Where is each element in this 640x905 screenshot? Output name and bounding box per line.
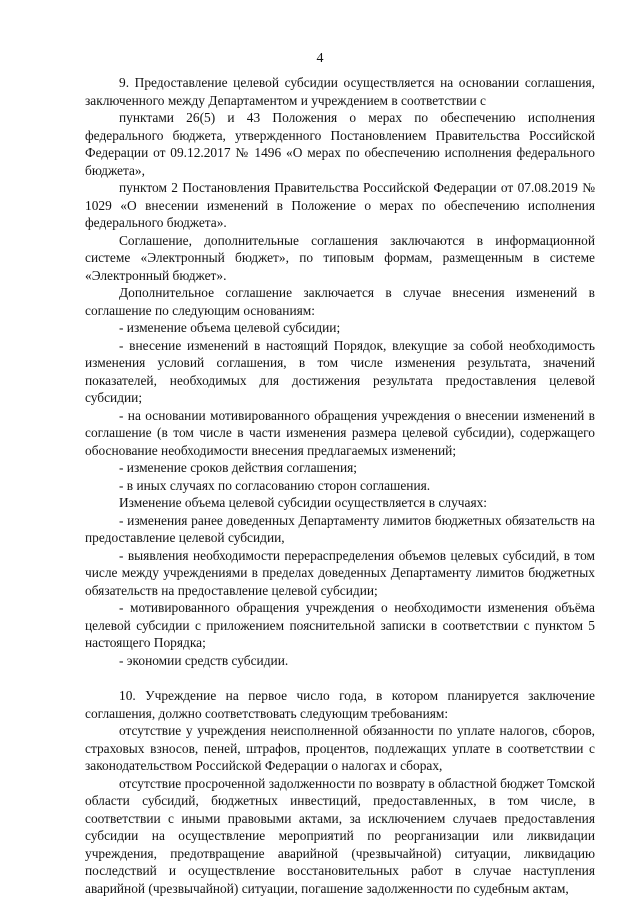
paragraph-gap: [85, 669, 595, 687]
list-item: - изменения ранее доведенных Департаменту лимитов бюджетных обязательств на предоставление целевой субсидии,: [85, 512, 595, 545]
requirement-item: отсутствие просроченной задолженности по возврату в областной бюджет Томской области субсидий, бюджетных инвестиций, предоставленных, в том числе, в соответствии с иными правовыми актами, за исключением случаев предоставления субсидии на осуществление мероприятий по реорганизации или ликвидации учреждения, предотвращение аварийной (чрезвычайной) ситуации, ликвидацию последствий и осуществление восстановительных работ в случае наступления аварийной (чрезвычайной) ситуации, погашение задолженности по судебным актам,: [85, 775, 595, 896]
list-item: - мотивированного обращения учреждения о необходимости изменения объёма целевой субсидии с приложением пояснительной записки в соответствии с пунктом 5 настоящего Порядка;: [85, 600, 595, 650]
list-item: - экономии средств субсидии.: [119, 652, 289, 668]
paragraph-additional-agreement: Дополнительное соглашение заключается в случае внесения изменений в соглашение по следующим основаниям:: [85, 285, 595, 318]
list-item: - изменение сроков действия соглашения;: [119, 460, 358, 475]
list-item: - изменение объема целевой субсидии;: [119, 320, 341, 335]
requirement-item: отсутствие у учреждения неисполненной обязанности по уплате налогов, сборов, страховых взносов, пеней, штрафов, процентов, подлежащих уплате в соответствии с законодательством Российской Федерации о налогах и сборах,: [85, 723, 595, 773]
document-body: [85, 74, 595, 897]
list-item: - выявления необходимости перераспределения объемов целевых субсидий, в том числе между учреждениями в пределах доведенных Департаменту лимитов бюджетных обязательств на предоставление целевой субсидии;: [85, 547, 595, 598]
list-item: - в иных случаях по согласованию сторон соглашения.: [119, 477, 431, 493]
paragraph-9-intro: 9. Предоставление целевой субсидии осуществляется на основании соглашения, заключенного между Департаментом и учреждением в соответствии с: [85, 75, 595, 108]
list-item: - внесение изменений в настоящий Порядок, влекущие за собой необходимость изменения условий соглашения, в том числе изменения результата, значений показателей, необходимых для достижения результата предоставления целевой субсидии;: [85, 337, 595, 405]
paragraph-10-intro: 10. Учреждение на первое число года, в котором планируется заключение соглашения, должно соответствовать следующим требованиям:: [85, 688, 595, 721]
paragraph-volume-change: Изменение объема целевой субсидии осуществляется в случаях:: [119, 495, 488, 510]
paragraph-9-item-2: пунктом 2 Постановления Правительства Российской Федерации от 07.08.2019 № 1029 «О внесении изменений в Положение о мерах по обеспечению исполнения федерального бюджета».: [85, 180, 595, 230]
list-item: - на основании мотивированного обращения учреждения о внесении изменений в соглашение (в том числе в части изменения размера целевой субсидии), содержащего обоснование необходимости внесения предлагаемых изменений;: [85, 407, 595, 458]
page-number: 4: [316, 51, 324, 66]
paragraph-9-item-1: пунктами 26(5) и 43 Положения о мерах по обеспечению исполнения федерального бюджета, утвержденного Постановлением Правительства Российской Федерации от 09.12.2017 № 1496 «О мерах по обеспечению исполнения федерального бюджета»,: [85, 110, 595, 178]
paragraph-agreements: Соглашение, дополнительные соглашения заключаются в информационной системе «Электронный бюджет», по типовым формам, размещенным в системе «Электронный бюджет».: [85, 232, 595, 283]
